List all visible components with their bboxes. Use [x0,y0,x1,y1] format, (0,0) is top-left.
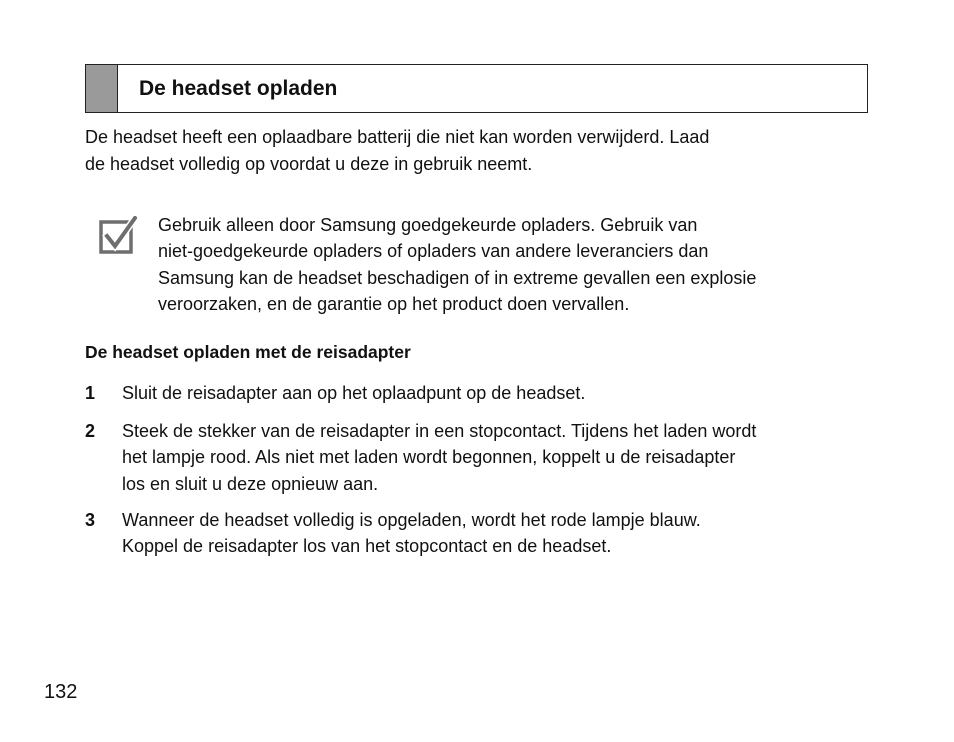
step-line: Wanneer de headset volledig is opgeladen, wordt het rode lampje blauw. [122,510,701,530]
step-line: los en sluit u deze opnieuw aan. [122,473,379,494]
note-line: Samsung kan de headset beschadigen of in extreme gevallen een explosie [158,267,757,288]
step-line: Steek de stekker van de reisadapter in een stopcontact. Tijdens het laden wordt [122,421,757,441]
intro-paragraph [85,124,845,177]
intro-line: De headset heeft een oplaadbare batterij die niet kan worden verwijderd. Laad [85,127,710,147]
note-line: niet-goedgekeurde opladers of opladers van andere leveranciers dan [158,241,709,262]
step-text [122,380,852,406]
step-text [122,507,852,560]
page-number: 132 [44,681,78,703]
step-number: 1 [85,383,96,403]
note-text [158,212,858,317]
step-line: het lampje rood. Als niet met laden wordt begonnen, koppelt u de reisadapter [122,447,736,468]
step-number: 3 [85,510,96,530]
section-title: De headset opladen [139,77,338,100]
checkbox-check-icon [99,216,137,254]
subheading: De headset opladen met de reisadapter [85,342,411,362]
section-header-tab [86,65,118,112]
intro-line: de headset volledig op voordat u deze in gebruik neemt. [85,153,533,174]
note-line: Gebruik alleen door Samsung goedgekeurde opladers. Gebruik van [158,215,698,235]
step-number: 2 [85,421,96,441]
section-header [85,64,868,113]
step-text [122,418,852,497]
note-line: veroorzaken, en de garantie op het product doen vervallen. [158,293,630,314]
step-line: Koppel de reisadapter los van het stopcontact en de headset. [122,536,612,557]
step-line: Sluit de reisadapter aan op het oplaadpunt op de headset. [122,383,586,403]
